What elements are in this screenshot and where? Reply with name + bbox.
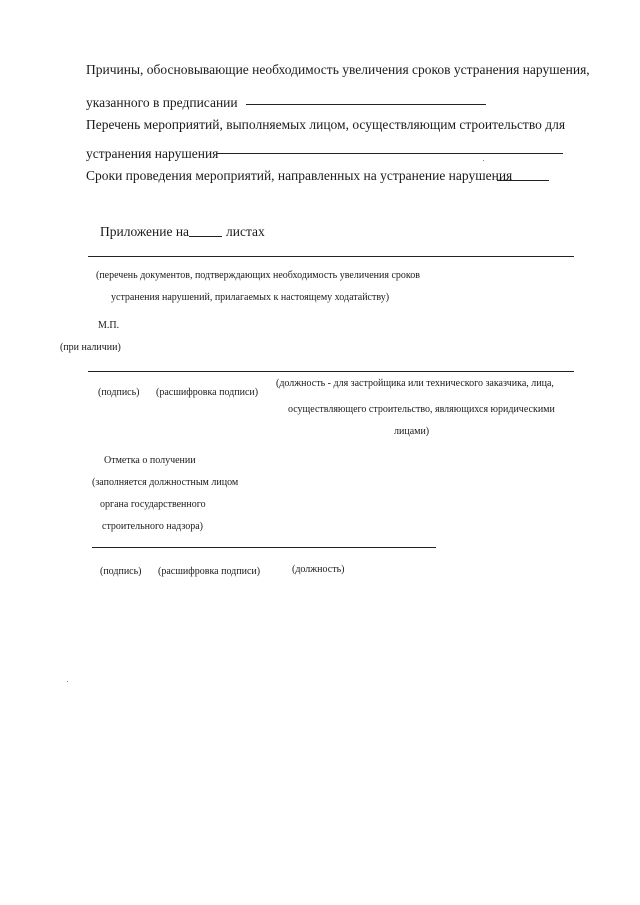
measures-text-line1: Перечень мероприятий, выполняемых лицом, осуществляющим строительство для xyxy=(86,117,566,132)
stamp-label: М.П. xyxy=(98,320,120,331)
appendix-suffix: листах xyxy=(226,224,265,239)
terms-fill-line xyxy=(497,180,549,181)
signature-label-1: (подпись) xyxy=(98,387,140,398)
position-note-line3: лицами) xyxy=(394,426,430,437)
position-note-line1: (должность - для застройщика или технического заказчика, лица, xyxy=(276,378,554,389)
position-note-line2: осуществляющего строительство, являющихся юридическими xyxy=(288,404,555,415)
documents-note-line2: устранения нарушений, прилагаемых к настоящему ходатайству) xyxy=(111,292,390,303)
appendix-prefix: Приложение на xyxy=(100,224,190,239)
documents-fill-line xyxy=(88,256,574,257)
signature-line-1 xyxy=(88,371,574,372)
position-label-2: (должность) xyxy=(292,564,345,575)
terms-text: Сроки проведения мероприятий, направленных на устранение нарушения xyxy=(86,168,513,183)
reasons-text-line1: Причины, обосновывающие необходимость увеличения сроков устранения нарушения, xyxy=(86,62,590,77)
reasons-text-line2: указанного в предписании xyxy=(86,95,238,110)
measures-text-line2: устранения нарушения xyxy=(86,146,219,161)
transcript-label-2: (расшифровка подписи) xyxy=(158,566,261,577)
transcript-label-1: (расшифровка подписи) xyxy=(156,387,259,398)
receipt-note-line3: строительного надзора) xyxy=(102,521,204,532)
signature-line-2 xyxy=(92,547,436,548)
receipt-note-line1: (заполняется должностным лицом xyxy=(92,477,239,488)
signature-label-2: (подпись) xyxy=(100,566,142,577)
scan-speck xyxy=(483,160,484,161)
appendix-sheets-line xyxy=(189,236,222,237)
stamp-note: (при наличии) xyxy=(60,342,121,353)
reasons-fill-line xyxy=(246,104,486,105)
receipt-note-line2: органа государственного xyxy=(100,499,206,510)
documents-note-line1: (перечень документов, подтверждающих необходимость увеличения сроков xyxy=(96,270,420,281)
measures-fill-line xyxy=(217,153,563,154)
receipt-title: Отметка о получении xyxy=(104,455,196,466)
scan-speck xyxy=(67,681,68,682)
